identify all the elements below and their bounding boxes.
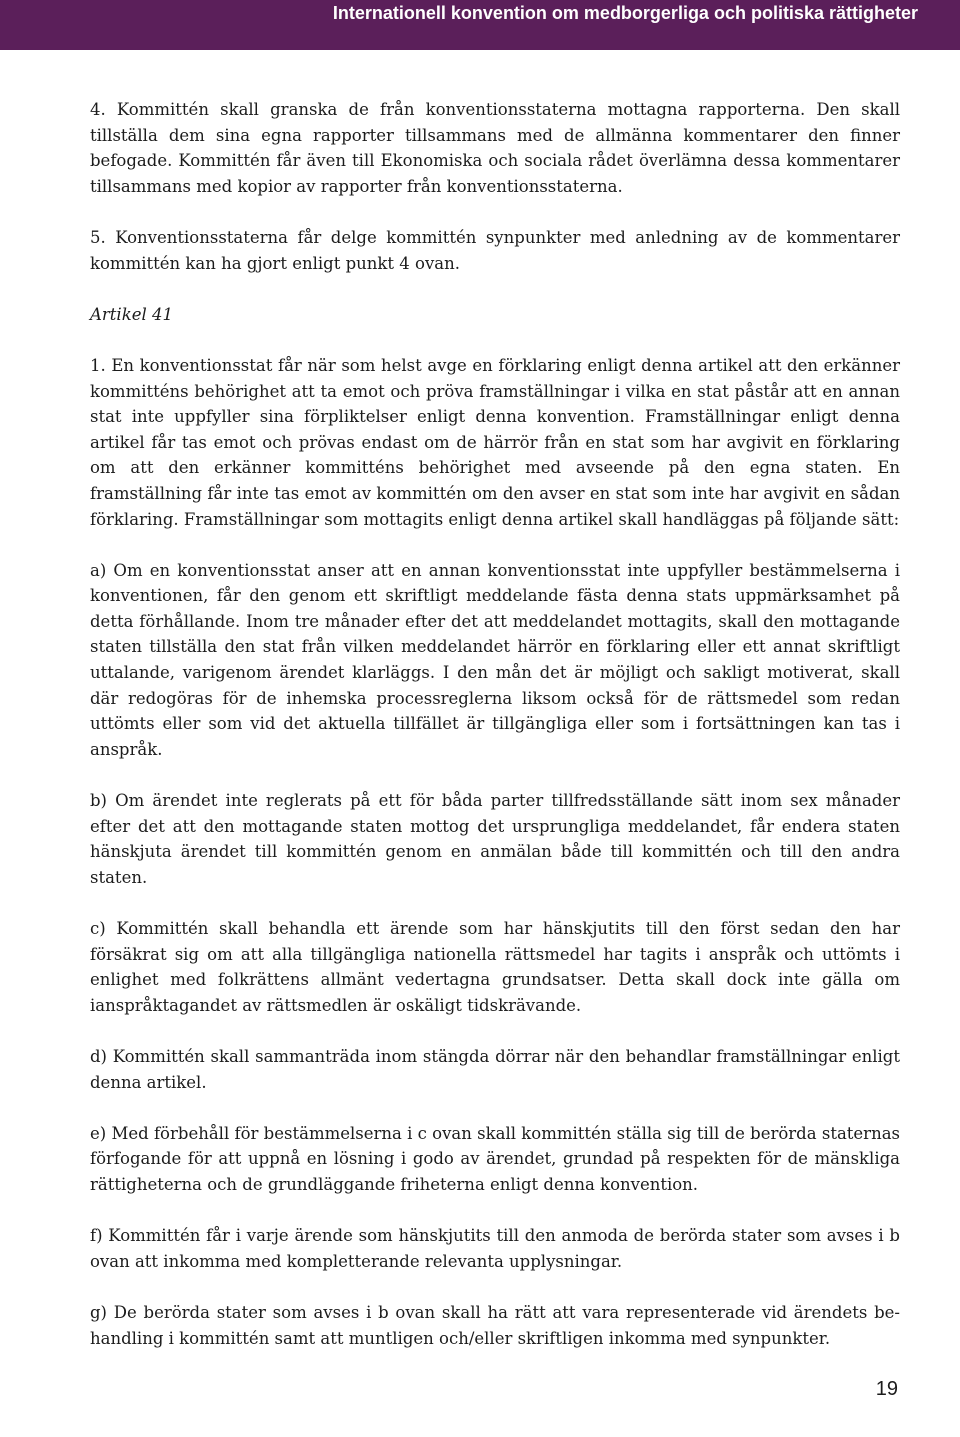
page-body bbox=[90, 97, 900, 1351]
paragraph-4: 4. Kommittén skall granska de från konventionsstaterna mottagna rapporterna. Den skall tillställa dem sina egna rapporter tillsammans med de allmänna kommentarer den finner befogade. Kommittén får även till Ekonomiska och sociala rådet överlämna dessa kommentarer tillsammans med kopior av rapporter från konventionsstaterna. bbox=[90, 100, 900, 196]
item-e: e) Med förbehåll för bestämmelserna i c ovan skall kommittén ställa sig till de berörda staternas förfogande för att uppnå en lösning i godo av ärendet, grundad på respekten för de mänskliga rättigheterna och de grundläggande friheterna enligt denna konvention. bbox=[90, 1123, 900, 1194]
header-band bbox=[0, 0, 960, 50]
article-paragraph-1: 1. En konventionsstat får när som helst avge en förklaring enligt denna artikel att den erkänner kommitténs behörighet att ta emot och pröva framställningar i vilka en stat påstår att en annan stat inte uppfyller sina förpliktelser enligt denna konvention. Framställningar enligt denna artikel får tas emot och prövas endast om de härrör från en stat som har avgivit en förklaring om att den erkänner kommitténs behörighet med avseende på den egna staten. En framställning får inte tas emot av kommittén om den avser en stat som inte har avgivit en sådan förklaring. Framställningar som mottagits enligt denna artikel skall handläggas på följande sätt: bbox=[90, 355, 900, 529]
item-d: d) Kommittén skall sammanträda inom stängda dörrar när den behandlar framställningar enligt denna artikel. bbox=[90, 1046, 900, 1092]
item-a: a) Om en konventionsstat anser att en annan konventionsstat inte uppfyller bestämmelserna i konventionen, får den genom ett skriftligt meddelande fästa denna stats uppmärksamhet på detta förhållande. Inom tre månader efter det att meddelandet mottagits, skall den mottagande staten tillställa den stat från vilken meddelandet härrör en förklaring eller ett annat skriftligt uttalande, varigenom ärendet klarläggs. I den mån det är möjligt och sakligt motiverat, skall där redogöras för de inhemska processreglerna liksom också för de rättsmedel som redan uttömts eller som vid det aktuella tillfället är tillgängliga eller som i fortsättningen kan tas i anspråk. bbox=[90, 560, 900, 759]
running-header-title: Internationell konvention om medborgerliga och politiska rättigheter bbox=[332, 3, 918, 23]
article-heading: Artikel 41 bbox=[90, 304, 173, 324]
item-c: c) Kommittén skall behandla ett ärende som har hänskjutits till den först sedan den har försäkrat sig om att alla tillgängliga nationella rättsmedel har tagits i anspråk och uttömts i enlighet med folkrättens allmänt vedertagna grundsatser. Detta skall dock inte gälla om ianspråktagandet av rättsmedlen är oskäligt tidskrävande. bbox=[90, 919, 900, 1015]
page-number: 19 bbox=[875, 1378, 898, 1400]
paragraph-5: 5. Konventionsstaterna får delge kommittén synpunkter med anledning av de kommentarer kommittén kan ha gjort enligt punkt 4 ovan. bbox=[90, 227, 900, 273]
item-g: g) De berörda stater som avses i b ovan skall ha rätt att vara representerade vid ärendets behandling i kommittén samt att muntligen och/eller skriftligen inkomma med synpunkter. bbox=[90, 1302, 900, 1348]
item-b: b) Om ärendet inte reglerats på ett för båda parter tillfredsställande sätt inom sex månader efter det att den mottagande staten mottog det ursprungliga meddelandet, får endera staten hänskjuta ärendet till kommittén genom en anmälan både till kommittén och till den andra staten. bbox=[90, 791, 900, 887]
item-f: f) Kommittén får i varje ärende som hänskjutits till den anmoda de berörda stater som avses i b ovan att inkomma med kompletterande relevanta upplysningar. bbox=[90, 1226, 900, 1271]
